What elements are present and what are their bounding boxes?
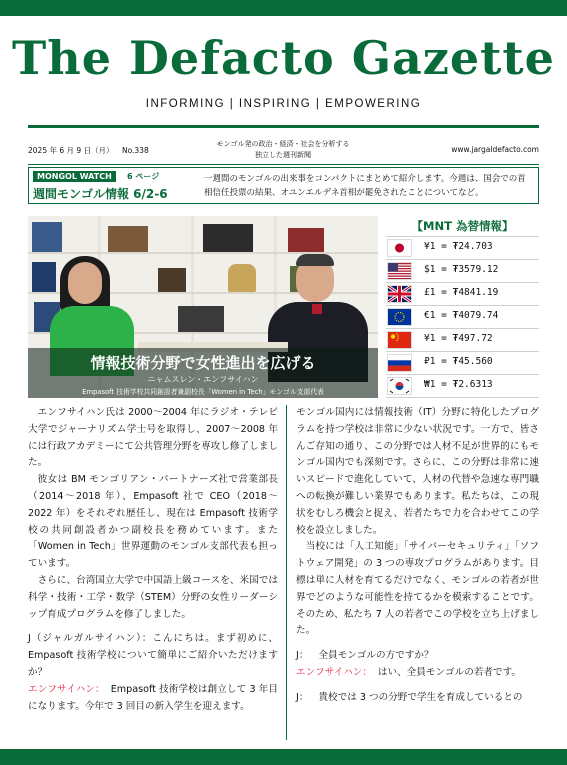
fx-row-rub [386,352,539,375]
fx-row-jpy [386,236,539,260]
article-paragraph: 彼女は BM モンゴリアン・パートナーズ社で営業部長（2014～2018 年）、Empasoft 社で CEO（2018～2022 年）をそれぞれ歴任し、現在は Empasoft 技術学校の共同創設者かつ副校長を務めています。また「Women in Tech」世界運動のモンゴル支部代表も担っています。 [28,474,278,570]
answer-speaker: エンフサイハン： [296,666,372,678]
fx-rate-text: ¥1 = ₮497.72 [424,333,493,344]
fx-row-eur [386,306,539,329]
interview-question [296,648,539,665]
article-column-left [28,405,278,715]
fx-rate-text: ₽1 = ₮45.560 [424,356,493,367]
issue-info-line [28,137,539,163]
photo-caption-role: Empasoft 技術学校共同創設者兼副校長「Women in Tech」モンゴル支部代表 [82,388,324,396]
interview-question [28,631,278,681]
article-column-right [296,405,539,707]
china-flag-icon [388,332,411,348]
mongol-watch-box[interactable] [28,167,539,204]
fx-rate-text: ¥1 = ₮24.703 [424,241,493,252]
fx-row-gbp [386,283,539,306]
question-speaker: J： [296,650,309,662]
fx-rate-text: €1 = ₮4079.74 [424,310,499,321]
column-divider [286,405,287,740]
usa-flag-icon [388,263,411,279]
website-link[interactable]: www.jargaldefacto.com [451,145,539,154]
mongol-watch-pages: 6 ページ [127,172,160,181]
question-speaker: J： [296,691,309,703]
question-text: 全員モンゴルの方ですか？ [318,650,434,662]
fx-row-krw [386,375,539,398]
issue-date: 2025 年 6 月 9 日（月） [28,146,114,155]
korea-flag-icon [388,378,411,394]
answer-speaker: エンフサイハン： [28,683,105,695]
interview-question [296,690,539,707]
mongol-watch-badge: MONGOL WATCH [33,171,116,182]
question-speaker: J（ジャルガルサイハン）： [28,633,153,645]
question-text: こんにちは。まず初めに、Empasoft 技術学校について簡単にご紹介いただけますか？ [28,633,278,678]
paper-description [208,139,358,161]
tagline: INFORMING | INSPIRING | EMPOWERING [145,98,422,110]
info-rule [28,164,539,165]
bottom-color-bar [0,749,567,765]
fx-row-cny [386,329,539,352]
fx-title: 【MNT 為替情報】 [411,219,514,233]
article-paragraph: さらに、台湾国立大学で中国語上級コースを、米国では科学・技術・工学・数学（STEM）分野の女性リーダーシップ育成プログラムを修了しました。 [28,574,278,620]
photo-caption-title: 情報技術分野で女性進出を広げる [90,354,316,372]
interview-photo [28,216,378,398]
top-color-bar [0,0,567,16]
interview-answer [28,682,278,716]
fx-table [386,236,539,398]
eu-flag-icon [388,309,411,325]
japan-flag-icon [388,240,411,256]
photo-caption-name: ニャムスレン・エンフサイハン [147,375,259,384]
article-paragraph: エンフサイハン氏は 2000～2004 年にラジオ・テレビ大学でジャーナリズム学士号を取得し、2007～2008 年には行政アカデミーにて公共管理分野を専攻し修了しました。 [28,407,278,469]
answer-text: はい、全員モンゴルの若者です。 [377,666,522,678]
answer-text: Empasoft 技術学校は創立して 3 年目になります。今年で 3 回目の新入学生を迎えます。 [28,683,279,712]
issue-meta [28,145,155,156]
mongol-watch-description: 一週間のモンゴルの出来事をコンパクトにまとめて紹介します。今週は、国会での首相信任投票の結果、オユンエルデネ首相が罷免されたことについてなど。 [204,174,526,198]
uk-flag-icon [388,286,411,302]
interview-answer [296,665,539,682]
paper-description-line2: 独立した週刊新聞 [255,151,311,159]
article-paragraph: 当校には「人工知能」「サイバーセキュリティ」「ソフトウェア開発」の 3 つの専攻プログラムがあります。目標は単に人材を育てるだけでなく、モンゴルの若者が世界でどのような可能性を持てるかを模索することです。そのため、私たち 7 人の若者でこの学校を立ち上げました。 [296,541,539,637]
fx-row-usd [386,260,539,283]
russia-flag-icon [388,355,411,371]
fx-rate-text: ₩1 = ₮2.6313 [424,379,493,390]
fx-rate-text: £1 = ₮4841.19 [424,287,499,298]
article-paragraph: モンゴル国内には情報技術（IT）分野に特化したプログラムを持つ学校は非常に少ない状況です。一方で、皆さんご存知の通り、この分野では人材不足が世界的にもモンゴル国内でも深刻です。さらに、この分野は非常に速いスピードで進化していて、人材の代替や急速な専門職への転換が難しい業界でもあります。私たちは、この現状をむしろ機会と捉え、若者たちで力を合わせてこの学校を設立しました。 [296,407,539,536]
question-text: 貴校では 3 つの分野で学生を育成しているとの [318,691,523,703]
fx-rate-text: $1 = ₮3579.12 [424,264,499,275]
issue-number: No.338 [121,146,149,155]
header-rule [28,125,539,128]
paper-description-line1: モンゴル発の政治・経済・社会を分析する [216,140,350,148]
masthead-title: The Defacto Gazette [12,31,555,85]
mongol-watch-title: 週間モンゴル情報 6/2-6 [33,187,168,201]
